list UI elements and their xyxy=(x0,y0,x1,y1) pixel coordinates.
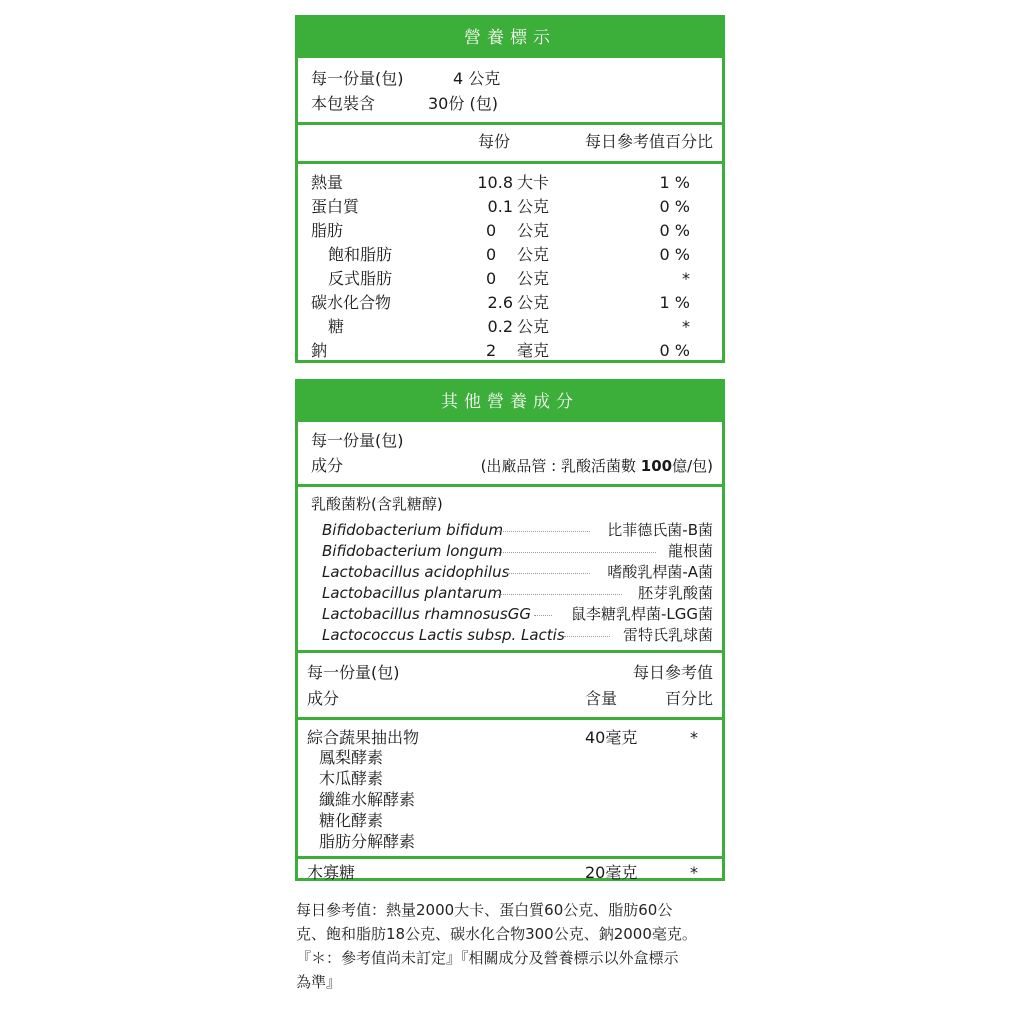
oligosaccharide-dv: * xyxy=(690,863,698,882)
nutrient-name: 糖 xyxy=(328,317,345,336)
extract-name: 綜合蔬果抽出物 xyxy=(307,728,420,747)
nutrient-unit: 公克 xyxy=(517,317,550,336)
nutrient-dv: 0 % xyxy=(659,197,690,216)
extract-dv: * xyxy=(690,728,698,747)
qc-note-count: 100 xyxy=(640,457,673,475)
nutrient-unit: 大卡 xyxy=(517,173,550,192)
leader-dots xyxy=(496,531,590,532)
nutrient-dv: 0 % xyxy=(659,221,690,240)
enzyme-serving-label: 每一份量(包) xyxy=(307,663,400,682)
nutrient-rows xyxy=(298,164,722,366)
extract-section xyxy=(298,720,722,859)
nutrient-unit: 公克 xyxy=(517,269,550,288)
qc-note-prefix: (出廠品管 : 乳酸活菌數 xyxy=(480,457,641,475)
strain-latin: Lactobacillus plantarum xyxy=(322,584,503,602)
daily-value-header: 每日參考值百分比 xyxy=(584,132,713,151)
strain-latin: Bifidobacterium bifidum xyxy=(322,521,504,539)
nutrient-amount: 0.1 xyxy=(487,197,513,216)
nutrient-amount: 0.2 xyxy=(487,317,513,336)
enzyme-table-header xyxy=(298,653,722,720)
nutrient-name: 飽和脂肪 xyxy=(328,245,393,264)
enzyme-item: 木瓜酵素 xyxy=(319,769,384,788)
leader-dots xyxy=(498,594,622,595)
per-serving-header: 每份 xyxy=(478,132,511,151)
extract-amount: 40毫克 xyxy=(585,728,638,747)
strain-name: 雷特氏乳球菌 xyxy=(622,626,713,644)
nutrient-unit: 公克 xyxy=(517,293,550,312)
qc-note-suffix: 億/包) xyxy=(672,457,713,475)
strain-name: 龍根菌 xyxy=(667,542,713,560)
strain-name: 胚芽乳酸菌 xyxy=(637,584,713,602)
probiotic-ingredient-label: 成分 xyxy=(311,456,344,475)
other-nutrients-header: 其他營養成分 xyxy=(298,382,722,422)
enzyme-ingredient-header: 成分 xyxy=(307,689,340,708)
other-nutrients-panel xyxy=(295,379,725,881)
footnote-line: 每日參考值：熱量2000大卡、蛋白質60公克、脂肪60公 xyxy=(296,901,673,919)
nutrient-unit: 毫克 xyxy=(517,341,550,360)
strain-latin: Bifidobacterium longum xyxy=(322,542,503,560)
nutrient-row xyxy=(298,267,722,291)
nutrient-name: 鈉 xyxy=(311,341,328,360)
nutrient-amount: 2 xyxy=(486,341,497,360)
footnote-line: 克、飽和脂肪18公克、碳水化合物300公克、鈉2000毫克。 xyxy=(296,925,697,943)
nutrient-name: 碳水化合物 xyxy=(311,293,392,312)
nutrient-unit: 公克 xyxy=(517,197,550,216)
nutrient-row xyxy=(298,219,722,243)
nutrient-dv: 0 % xyxy=(659,341,690,360)
enzyme-item: 糖化酵素 xyxy=(319,811,384,830)
strain-section xyxy=(298,487,722,653)
footnote xyxy=(296,898,736,994)
nutrition-facts-header: 營養標示 xyxy=(298,18,722,58)
nutrient-dv: * xyxy=(682,317,690,336)
nutrient-name: 反式脂肪 xyxy=(328,269,393,288)
nutrient-row xyxy=(298,291,722,315)
nutrient-dv: 0 % xyxy=(659,245,690,264)
nutrient-row xyxy=(298,243,722,267)
nutrient-row xyxy=(298,171,722,195)
strain-row xyxy=(298,623,722,647)
powder-title: 乳酸菌粉(含乳糖醇) xyxy=(311,495,443,513)
serving-section xyxy=(298,58,722,125)
enzyme-dv-header-top: 每日參考值 xyxy=(632,663,713,682)
nutrient-amount: 0 xyxy=(486,245,497,264)
nutrient-amount: 2.6 xyxy=(487,293,513,312)
leader-dots xyxy=(564,636,610,637)
servings-per-pack-label: 本包裝含 xyxy=(311,94,376,113)
oligosaccharide-row xyxy=(298,861,722,885)
nutrition-facts-panel xyxy=(295,15,725,363)
enzyme-item: 纖維水解酵素 xyxy=(319,790,416,809)
nutrient-name: 蛋白質 xyxy=(311,197,360,216)
nutrient-unit: 公克 xyxy=(517,245,550,264)
servings-per-pack-value: 30份 (包) xyxy=(428,94,498,113)
footnote-line: 為準』 xyxy=(296,973,342,991)
strain-name: 嗜酸乳桿菌-A菌 xyxy=(607,563,713,581)
nutrient-unit: 公克 xyxy=(517,221,550,240)
oligosaccharide-section xyxy=(298,859,722,890)
nutrient-dv: * xyxy=(682,269,690,288)
nutrient-amount: 0 xyxy=(486,221,497,240)
strain-name: 比菲德氏菌-B菌 xyxy=(607,521,713,539)
probiotic-serving-section xyxy=(298,422,722,487)
nutrient-amount: 10.8 xyxy=(477,173,513,192)
nutrient-name: 脂肪 xyxy=(311,221,344,240)
column-header-section xyxy=(298,125,722,164)
serving-size-label: 每一份量(包) xyxy=(311,69,404,88)
probiotic-serving-label: 每一份量(包) xyxy=(311,431,404,450)
strain-name: 鼠李糖乳桿菌-LGG菌 xyxy=(570,605,713,623)
strain-latin: Lactobacillus rhamnosusGG xyxy=(322,605,531,623)
strain-latin: Lactobacillus acidophilus xyxy=(322,563,510,581)
nutrient-amount: 0 xyxy=(486,269,497,288)
serving-size-value: 4 公克 xyxy=(453,69,501,88)
nutrient-row xyxy=(298,195,722,219)
nutrient-row xyxy=(298,315,722,339)
enzyme-item: 鳳梨酵素 xyxy=(319,748,384,767)
leader-dots xyxy=(534,615,552,616)
footnote-line: 『＊：參考值尚未訂定』『相關成分及營養標示以外盒標示 xyxy=(296,949,679,967)
oligosaccharide-name: 木寡糖 xyxy=(307,863,356,882)
nutrient-name: 熱量 xyxy=(311,173,344,192)
enzyme-item: 脂肪分解酵素 xyxy=(319,832,416,851)
leader-dots xyxy=(496,552,656,553)
leader-dots xyxy=(506,573,590,574)
nutrient-dv: 1 % xyxy=(659,293,690,312)
enzyme-content-header: 含量 xyxy=(585,689,618,708)
qc-note xyxy=(481,454,713,478)
oligosaccharide-amount: 20毫克 xyxy=(585,863,638,882)
strain-latin: Lactococcus Lactis subsp. Lactis xyxy=(322,626,565,644)
nutrient-row xyxy=(298,339,722,363)
enzyme-dv-header-bottom: 百分比 xyxy=(664,689,713,708)
nutrient-dv: 1 % xyxy=(659,173,690,192)
